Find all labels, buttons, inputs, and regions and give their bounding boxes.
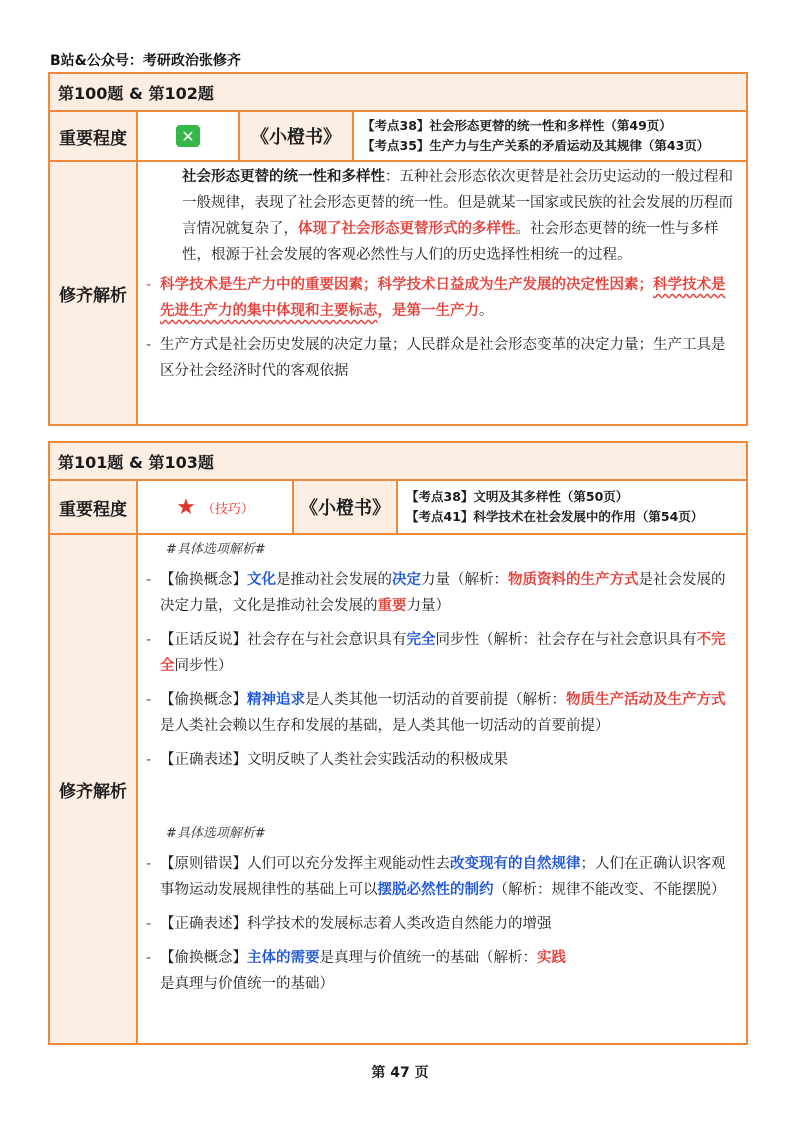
text: 文明反映了人类社会实践活动的积极成果 (247, 752, 508, 768)
exam-point: 【考点35】生产力与生产关系的矛盾运动及其规律（第43页） (362, 138, 710, 153)
text: 力量） (406, 598, 450, 614)
question-block-2 (48, 441, 748, 1045)
option-item (146, 747, 736, 773)
highlight-text: 决定 (392, 572, 421, 588)
highlight-text: 文化 (247, 572, 276, 588)
analysis-label: 修齐解析 (50, 162, 138, 424)
exam-point: 【考点38】社会形态更替的统一性和多样性（第49页） (362, 118, 672, 133)
highlight-text: 精神追求 (247, 692, 305, 708)
text: ：五种社会形态依次更替是社会历史运动的一般过程和一般规律，表现了社会形态更替的统一性。但是就某一国家或民族的社会发展的历程而言情况就复杂了， (182, 169, 733, 237)
highlight-text: 科学技术日益成为生产发展的决定性因素 (377, 277, 639, 293)
analysis-row (50, 162, 746, 424)
key-term: 社会形态更替的统一性和多样性 (182, 169, 385, 185)
option-tag: 【原则错误】 (160, 856, 247, 872)
option-tag: 【偷换概念】 (160, 950, 247, 966)
analysis-row (50, 535, 746, 1043)
option-tag: 【偷换概念】 (160, 572, 247, 588)
option-item (146, 851, 736, 903)
highlight-text: 体现了社会形态更替形式的多样性 (298, 221, 516, 237)
section-subhead: #具体选项解析# (166, 826, 266, 841)
option-item (146, 567, 736, 619)
highlight-text: 科学技术是生产力中的重要因素 (160, 277, 363, 293)
option-item (146, 627, 736, 679)
info-row (50, 481, 746, 535)
text: 是真理与价值统一的基础（解析： (319, 950, 537, 966)
highlight-text: 改变现有的自然规律 (450, 856, 581, 872)
text: 是人类其他一切活动的首要前提（解析： (305, 692, 566, 708)
text: 是真理与价值统一的基础） (160, 976, 334, 992)
exam-points (398, 481, 746, 533)
analysis-label: 修齐解析 (50, 535, 138, 1043)
text: 社会存在与社会意识具有 (247, 632, 407, 648)
importance-label: 重要程度 (50, 481, 138, 533)
info-row (50, 112, 746, 162)
question-block-1 (48, 72, 748, 426)
option-tag: 【正话反说】 (160, 632, 247, 648)
importance-rating (176, 495, 254, 520)
analysis-item (146, 332, 736, 384)
highlight-text: 摆脱必然性的制约 (377, 882, 494, 898)
page-number: 第 47 页 (371, 1065, 429, 1081)
analysis-paragraph (146, 164, 736, 268)
highlight-text: 主体的需要 (247, 950, 320, 966)
block-title (50, 74, 746, 112)
option-tag: 【偷换概念】 (160, 692, 247, 708)
text: 是社会发展的决定力量，文化是推动社会发展的 (160, 572, 726, 614)
text: 生产方式是社会历史发展的决定力量；人民群众是社会形态变革的决定力量；生产工具是区分社会经济时代的客观依据 (160, 337, 726, 379)
highlight-text: 物质资料的生产方式 (508, 572, 639, 588)
exam-point: 【考点41】科学技术在社会发展中的作用（第54页） (406, 509, 704, 524)
highlight-text: 完全 (406, 632, 436, 648)
text: 。 (479, 303, 494, 319)
text: 人们可以充分发挥主观能动性去 (247, 856, 450, 872)
text: ；人们在正确认识客观事物运动发展规律性的基础上可以 (160, 856, 726, 898)
exam-point: 【考点38】文明及其多样性（第50页） (406, 489, 629, 504)
text: 同步性（解析：社会存在与社会意识具有 (435, 632, 697, 648)
text: ； (638, 277, 653, 293)
highlight-text: ，是第一生产力 (377, 303, 479, 319)
highlight-text: 重要 (377, 598, 407, 614)
text: 科学技术的发展标志着人类改造自然能力的增强 (247, 916, 552, 932)
highlight-text: 科学技术是先进生产力的集中体现和主要标志 (160, 277, 726, 319)
option-item (146, 687, 736, 739)
text: 力量（解析： (421, 572, 508, 588)
option-item (146, 945, 736, 997)
highlight-text: 实践 (537, 950, 566, 966)
option-tag: 【正确表述】 (160, 752, 247, 768)
importance-cell (138, 112, 240, 160)
option-item (146, 911, 736, 937)
text: 是推动社会发展的 (276, 572, 392, 588)
text: ； (363, 277, 378, 293)
importance-label: 重要程度 (50, 112, 138, 160)
section-subhead: #具体选项解析# (166, 542, 266, 557)
x-icon: ✕ (176, 125, 200, 147)
source-header: B站&公众号：考研政治张修齐 (50, 53, 241, 69)
text: 同步性） (174, 658, 233, 674)
text: 是人类社会赖以生存和发展的基础，是人类其他一切活动的首要前提） (160, 718, 610, 734)
analysis-item (146, 272, 736, 324)
book-cell: 《小橙书》 (240, 112, 354, 160)
star-icon: ★ (176, 494, 196, 520)
block-title-text: 第101题 & 第103题 (58, 452, 214, 472)
importance-cell (138, 481, 294, 533)
analysis-body (138, 535, 746, 1043)
highlight-text: 不完全 (160, 632, 726, 674)
option-tag: 【正确表述】 (160, 916, 247, 932)
text: 。社会形态更替的统一性与多样性，根源于社会发展的客观必然性与人们的历史选择性相统一的过程。 (182, 221, 719, 263)
block-title (50, 443, 746, 481)
skill-tag: （技巧） (201, 501, 254, 517)
book-cell: 《小橙书》 (294, 481, 398, 533)
block-title-text: 第100题 & 第102题 (58, 83, 214, 103)
text: （解析：规律不能改变、不能摆脱） (493, 882, 726, 898)
highlight-text: 物质生产活动及生产方式 (566, 692, 726, 708)
exam-points (354, 112, 746, 160)
analysis-body (138, 162, 746, 424)
